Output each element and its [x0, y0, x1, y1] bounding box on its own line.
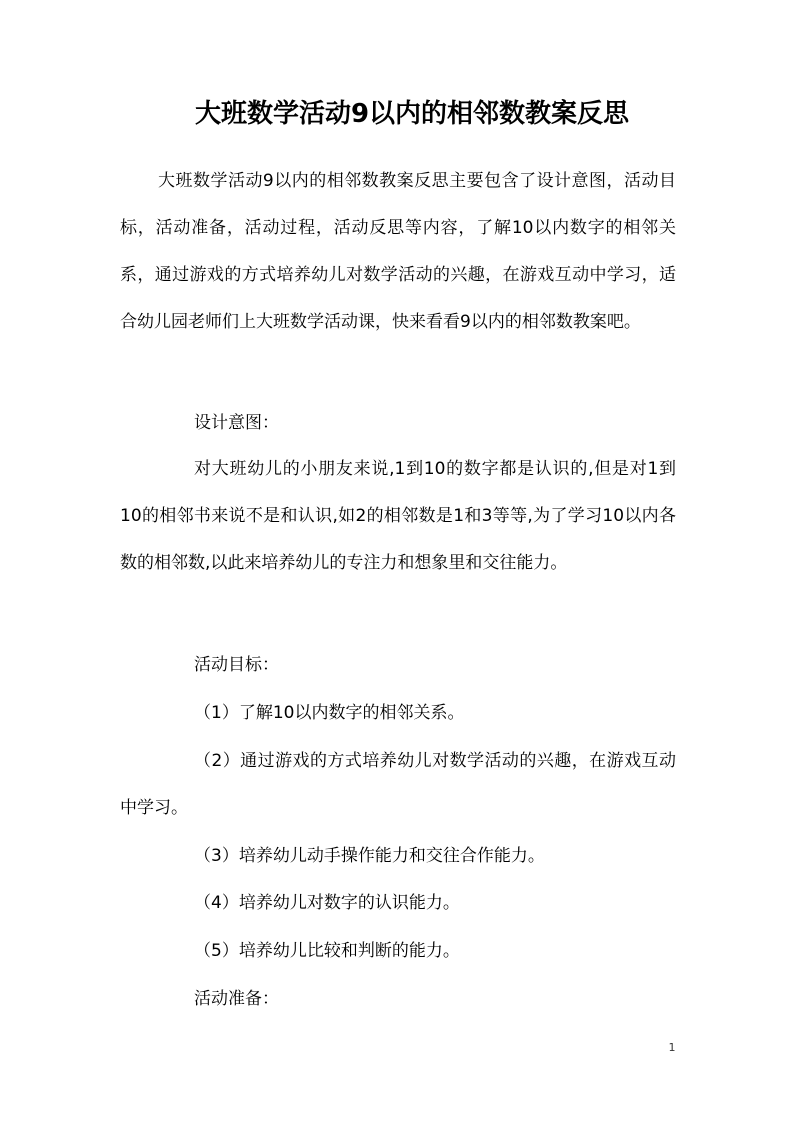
goal-item-4: （4）培养幼儿对数字的认识能力。: [194, 893, 460, 913]
goal-item-2: （2）通过游戏的方式培养幼儿对数学活动的兴趣，在游戏互动中学习。: [120, 751, 676, 818]
goal-item-5: （5）培养幼儿比较和判断的能力。: [194, 941, 460, 961]
activity-preparation-heading: 活动准备：: [194, 989, 279, 1009]
document-title: 大班数学活动9以内的相邻数教案反思: [194, 99, 630, 129]
intro-paragraph: 大班数学活动9以内的相邻数教案反思主要包含了设计意图，活动目标，活动准备，活动过程，活动反思等内容，了解10以内数字的相邻关系，通过游戏的方式培养幼儿对数学活动的兴趣，在游戏互动中学习，适合幼儿园老师们上大班数学活动课，快来看看9以内的相邻数教案吧。: [120, 171, 676, 332]
goal-item-1: （1）了解10以内数字的相邻关系。: [194, 703, 465, 723]
design-intent-heading: 设计意图：: [194, 413, 279, 433]
design-intent-paragraph: 对大班幼儿的小朋友来说,1到10的数字都是认识的,但是对1到10的相邻书来说不是和认识,如2的相邻数是1和3等等,为了学习10以内各数的相邻数,以此来培养幼儿的专注力和想象里和交往能力。: [120, 459, 676, 573]
activity-goals-heading: 活动目标：: [194, 655, 279, 675]
goal-item-3: （3）培养幼儿动手操作能力和交往合作能力。: [194, 846, 545, 866]
page-number: 1: [668, 1041, 676, 1054]
